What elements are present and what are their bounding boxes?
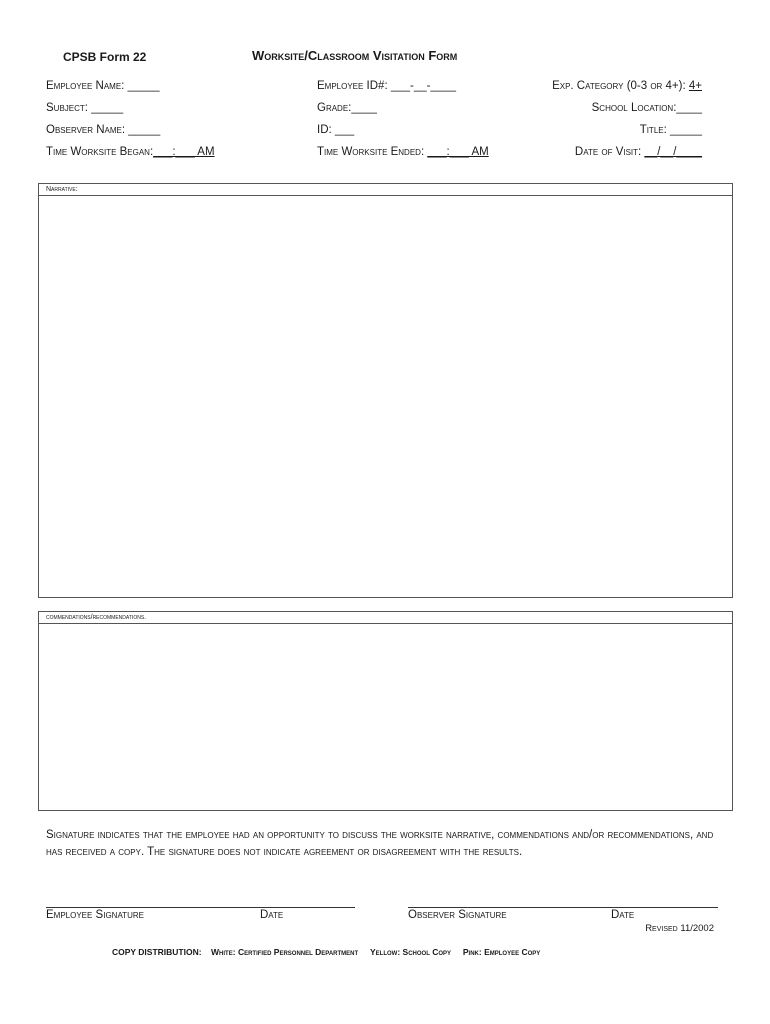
observer-signature-line[interactable] xyxy=(408,907,718,908)
narrative-box[interactable] xyxy=(38,183,733,598)
date-of-visit-label: Date of Visit: xyxy=(574,146,642,158)
grade-field[interactable] xyxy=(317,102,377,114)
id-label: ID: xyxy=(317,124,332,136)
employee-name-field[interactable] xyxy=(46,80,160,92)
copy-distribution xyxy=(112,947,540,957)
time-ended-label: Time Worksite Ended: xyxy=(317,146,425,158)
employee-id-label: Employee ID#: xyxy=(317,80,388,92)
school-location-field[interactable] xyxy=(592,102,702,114)
observer-name-label: Observer Name: xyxy=(46,124,126,136)
employee-signature-line[interactable] xyxy=(46,907,355,908)
school-location-label: School Location: xyxy=(591,102,677,114)
school-location-value[interactable]: ____ xyxy=(676,102,702,114)
observer-name-value[interactable]: _____ xyxy=(128,124,161,136)
pink-destination: Employee Copy xyxy=(484,947,541,957)
commendations-box[interactable] xyxy=(38,611,733,811)
title-label: Title: xyxy=(639,124,667,136)
employee-id-value[interactable]: ___-__-____ xyxy=(390,80,457,92)
date-of-visit-value[interactable]: __/__/____ xyxy=(644,146,702,158)
title-field[interactable] xyxy=(640,124,702,136)
white-destination: Certified Personnel Department xyxy=(237,947,359,957)
id-value[interactable]: ___ xyxy=(334,124,355,136)
time-began-label: Time Worksite Began: xyxy=(46,146,154,158)
employee-signature-label: Employee Signature xyxy=(46,909,144,921)
observer-signature-label: Observer Signature xyxy=(408,909,507,921)
signature-statement: Signature indicates that the employee had an opportunity to discuss the worksite narrative, commendations and/or recommendations, and has received a copy. The signature does not indicate agreement or disagreement with the results. xyxy=(46,829,714,858)
subject-value[interactable]: _____ xyxy=(91,102,124,114)
time-began-field[interactable] xyxy=(46,146,215,158)
distribution-label: COPY DISTRIBUTION: xyxy=(112,947,202,957)
title-value[interactable]: _____ xyxy=(670,124,702,136)
pink-label: Pink: xyxy=(462,947,482,957)
date-of-visit-field[interactable] xyxy=(575,146,702,158)
grade-value[interactable]: ____ xyxy=(351,102,377,114)
white-label: White: xyxy=(211,947,236,957)
commendations-label: commendations/recommendations. xyxy=(39,612,732,624)
yellow-label: Yellow: xyxy=(369,947,401,957)
yellow-destination: School Copy xyxy=(402,947,452,957)
exp-category-value[interactable]: 4+ xyxy=(688,80,702,92)
employee-name-value[interactable]: _____ xyxy=(127,80,160,92)
exp-category-label: Exp. Category (0-3 or 4+): xyxy=(552,80,686,92)
grade-label: Grade: xyxy=(317,102,352,114)
subject-field[interactable] xyxy=(46,102,123,114)
employee-name-label: Employee Name: xyxy=(46,80,125,92)
narrative-label: Narrative: xyxy=(39,184,732,196)
subject-label: Subject: xyxy=(46,102,88,114)
form-id: CPSB Form 22 xyxy=(63,50,147,64)
time-ended-value[interactable]: ___:___ AM xyxy=(427,146,489,158)
id-field[interactable] xyxy=(317,124,354,136)
observer-date-label: Date xyxy=(611,909,635,921)
employee-id-field[interactable] xyxy=(317,80,456,92)
time-ended-field[interactable] xyxy=(317,146,489,158)
form-title: Worksite/Classroom Visitation Form xyxy=(252,48,458,63)
observer-name-field[interactable] xyxy=(46,124,160,136)
time-began-value[interactable]: ___:___ AM xyxy=(153,146,215,158)
exp-category-field[interactable] xyxy=(552,80,702,92)
revised-date: Revised 11/2002 xyxy=(645,923,714,934)
employee-date-label: Date xyxy=(260,909,284,921)
